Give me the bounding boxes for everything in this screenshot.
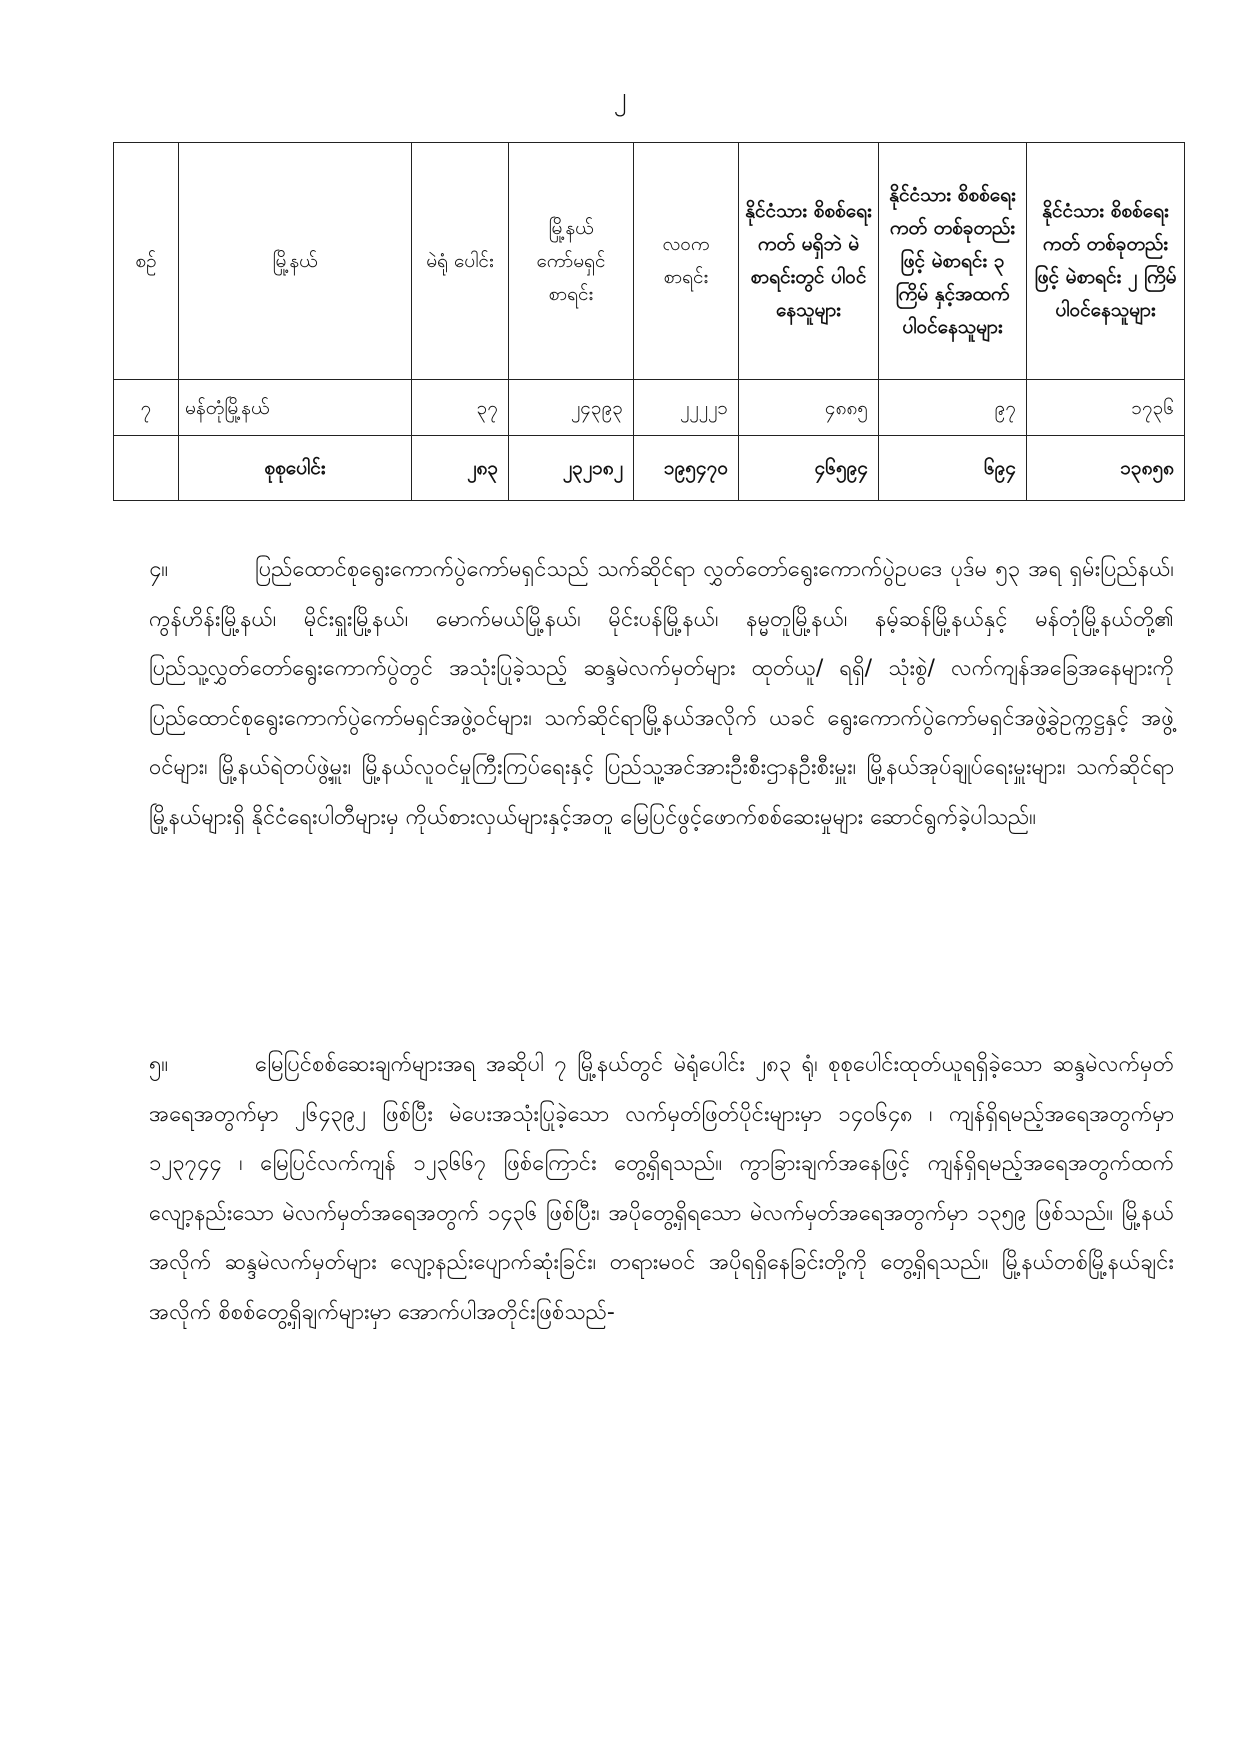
cell-total-immigration-list: ၁၉၅၄၇၀: [634, 436, 739, 501]
header-township: မြို့နယ်: [179, 143, 412, 380]
cell-serial: ၇: [114, 380, 179, 436]
cell-total-no-card: ၄၆၅၉၄: [739, 436, 879, 501]
cell-commission-list: ၂၄၃၉၃: [509, 380, 634, 436]
cell-total-polling-stations: ၂၈၃: [412, 436, 509, 501]
cell-total-commission-list: ၂၃၂၁၈၂: [509, 436, 634, 501]
cell-immigration-list: ၂၂၂၂၁: [634, 380, 739, 436]
table-row: [114, 380, 1185, 436]
paragraph-text: မြေပြင်စစ်ဆေးချက်များအရ အဆိုပါ ၇ မြို့နယ်တွင် မဲရုံပေါင်း ၂၈၃ ရုံ၊ စုစုပေါင်းထုတ်ယူရရှိခဲ့သော ဆန္ဒမဲလက်မှတ်အရေအတွက်မှာ ၂၆၄၃၉၂ ဖြစ်ပြီး မဲပေးအသုံးပြုခဲ့သော လက်မှတ်ဖြတ်ပိုင်းများမှာ ၁၄၀၆၄၈ ၊ ကျန်ရှိရမည့်အရေအတွက်မှာ ၁၂၃၇၄၄ ၊ မြေပြင်လက်ကျန် ၁၂၃၆၆၇ ဖြစ်ကြောင်း တွေ့ရှိရသည်။ ကွာခြားချက်အနေဖြင့် ကျန်ရှိရမည့်အရေအတွက်ထက် လျော့နည်းသော မဲလက်မှတ်အရေအတွက် ၁၄၃၆ ဖြစ်ပြီး၊ အပိုတွေ့ရှိရသော မဲလက်မှတ်အရေအတွက်မှာ ၁၃၅၉ ဖြစ်သည်။ မြို့နယ်အလိုက် ဆန္ဒမဲလက်မှတ်များ လျော့နည်းပျောက်ဆုံးခြင်း၊ တရားမဝင် အပိုရရှိနေခြင်းတို့ကို တွေ့ရှိရသည်။ မြို့နယ်တစ်မြို့နယ်ချင်းအလိုက် စိစစ်တွေ့ရှိချက်များမှာ အောက်ပါအတိုင်းဖြစ်သည်-: [149, 1052, 1174, 1325]
paragraph-number: ၄။: [149, 557, 169, 582]
table-total-row: [114, 436, 1185, 501]
cell-total-label: စုစုပေါင်း: [179, 436, 412, 501]
summary-table: [113, 142, 1185, 501]
header-twice: နိုင်ငံသား စိစစ်ရေးကတ် တစ်ခုတည်းဖြင့် မဲစာရင်း ၂ ကြိမ် ပါဝင်နေသူများ: [1027, 143, 1185, 380]
header-immigration-list: လဝက စာရင်း: [634, 143, 739, 380]
cell-polling-stations: ၃၇: [412, 380, 509, 436]
header-three-plus: နိုင်ငံသား စိစစ်ရေးကတ် တစ်ခုတည်းဖြင့် မဲစာရင်း ၃ ကြိမ် နှင့်အထက် ပါဝင်နေသူများ: [879, 143, 1027, 380]
cell-no-card: ၄၈၈၅: [739, 380, 879, 436]
cell-twice: ၁၇၃၆: [1027, 380, 1185, 436]
table-header-row: [114, 143, 1185, 380]
header-commission-list: မြို့နယ် ကော်မရှင် စာရင်း: [509, 143, 634, 380]
header-no-card: နိုင်ငံသား စိစစ်ရေးကတ် မရှိဘဲ မဲစာရင်းတွင် ပါဝင်နေသူများ: [739, 143, 879, 380]
paragraph-4: [149, 545, 1174, 842]
paragraph-5: [149, 1040, 1174, 1337]
cell-three-plus: ၉၇: [879, 380, 1027, 436]
page-number: ၂: [613, 82, 627, 112]
header-polling-stations: မဲရုံ ပေါင်း: [412, 143, 509, 380]
paragraph-number: ၅။: [149, 1052, 169, 1077]
cell-township: မန်တုံမြို့နယ်: [179, 380, 412, 436]
paragraph-text: ပြည်ထောင်စုရွေးကောက်ပွဲကော်မရှင်သည် သက်ဆိုင်ရာ လွှတ်တော်ရွေးကောက်ပွဲဥပဒေ ပုဒ်မ ၅၃ အရ ရှမ်းပြည်နယ်၊ ကွန်ဟိန်းမြို့နယ်၊ မိုင်းရှူးမြို့နယ်၊ မောက်မယ်မြို့နယ်၊ မိုင်းပန်မြို့နယ်၊ နမ္မတူမြို့နယ်၊ နမ့်ဆန်မြို့နယ်နှင့် မန်တုံမြို့နယ်တို့၏ ပြည်သူ့လွှတ်တော်ရွေးကောက်ပွဲတွင် အသုံးပြုခဲ့သည့် ဆန္ဒမဲလက်မှတ်များ ထုတ်ယူ/ ရရှိ/ သုံးစွဲ/ လက်ကျန်အခြေအနေများကို ပြည်ထောင်စုရွေးကောက်ပွဲကော်မရှင်အဖွဲ့ဝင်များ၊ သက်ဆိုင်ရာမြို့နယ်အလိုက် ယခင် ရွေးကောက်ပွဲကော်မရှင်အဖွဲ့ခွဲဥက္ကဋ္ဌနှင့် အဖွဲ့ဝင်များ၊ မြို့နယ်ရဲတပ်ဖွဲ့မှူး၊ မြို့နယ်လူဝင်မှုကြီးကြပ်ရေးနှင့် ပြည်သူ့အင်အားဦးစီးဌာနဦးစီးမှူး၊ မြို့နယ်အုပ်ချုပ်ရေးမှူးများ၊ သက်ဆိုင်ရာမြို့နယ်များရှိ နိုင်ငံရေးပါတီများမှ ကိုယ်စားလှယ်များနှင့်အတူ မြေပြင်ဖွင့်ဖောက်စစ်ဆေးမှုများ ဆောင်ရွက်ခဲ့ပါသည်။: [149, 557, 1174, 830]
cell-total-serial: [114, 436, 179, 501]
cell-total-three-plus: ၆၉၄: [879, 436, 1027, 501]
header-serial: စဉ်: [114, 143, 179, 380]
cell-total-twice: ၁၃၈၅၈: [1027, 436, 1185, 501]
